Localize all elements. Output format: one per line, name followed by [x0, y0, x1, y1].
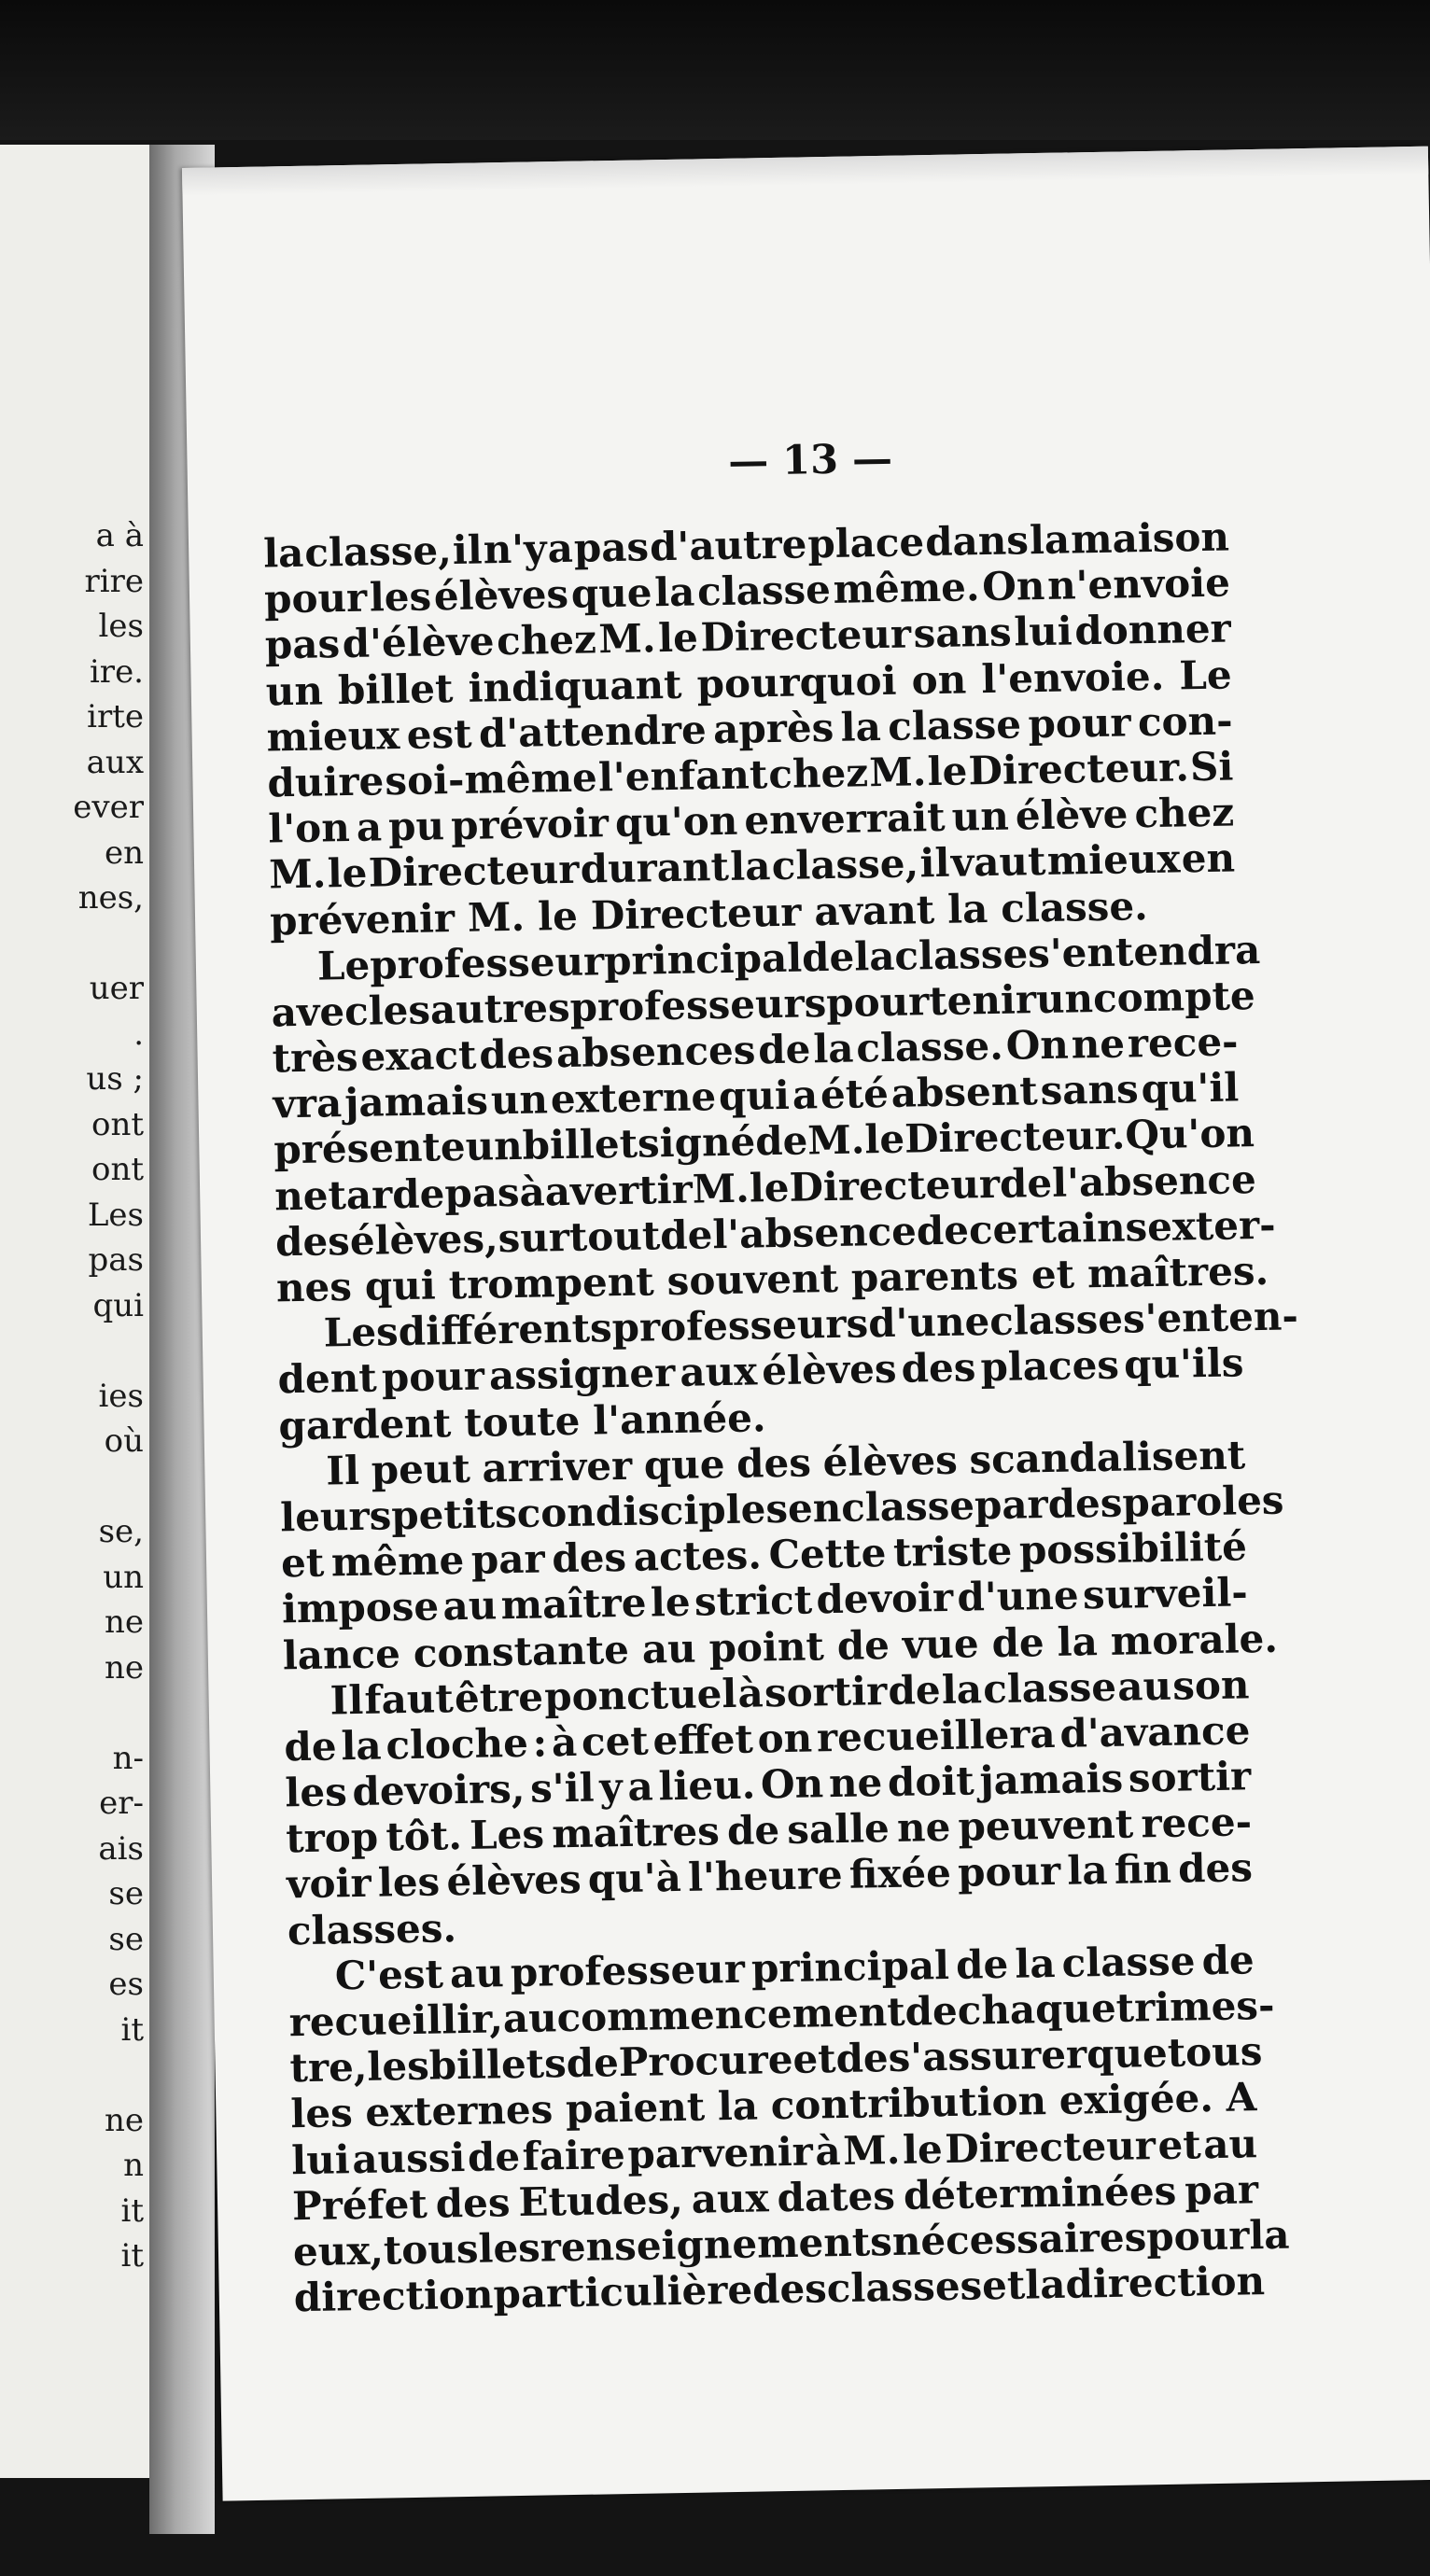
text-line: Il faut être ponctuel à sortir de la classe au son	[329, 1660, 1250, 1724]
page-top-edge	[182, 147, 1428, 196]
facing-page-fragment: es	[108, 1966, 144, 2003]
text-line: trop tôt. Les maîtres de salle ne peuvent rece-	[285, 1799, 1253, 1862]
facing-page-fragment: nes,	[77, 879, 144, 917]
text-line: dent pour assigner aux élèves des places qu'ils	[277, 1339, 1244, 1403]
text-line: eux, tous les renseignements nécessaires pour la	[292, 2211, 1290, 2275]
text-line: Le professeur principal de la classe s'entendra	[316, 926, 1261, 989]
text-line: pas d'élève chez M. le Directeur sans lui donner	[264, 605, 1232, 668]
facing-page-fragment: se	[108, 1920, 144, 1958]
text-line: leurs petits condisciples en classe par des paroles	[279, 1477, 1284, 1541]
facing-page	[0, 145, 159, 2478]
book-page	[182, 147, 1430, 2501]
facing-page-fragment: ont	[91, 1105, 144, 1143]
text-line: Les différents professeurs d'une classe s'enten-	[323, 1293, 1299, 1356]
text-line: les devoirs, s'il y a lieu. On ne doit jamais sortir	[284, 1753, 1252, 1816]
facing-page-fragment: ais	[98, 1829, 144, 1868]
text-line: mieux est d'attendre après la classe pour con-	[266, 697, 1233, 761]
text-line: présente un billet signé de M. le Directeur. Qu'on	[273, 1110, 1255, 1173]
facing-page-fragment: uer	[89, 970, 144, 1007]
text-line: Il peut arriver que des élèves scandalisent	[325, 1432, 1246, 1494]
text-line: pour les élèves que la classe même. On n'envoie	[263, 559, 1231, 623]
facing-page-fragment: Les	[87, 1196, 144, 1234]
scan-background	[0, 0, 1430, 140]
text-line: prévenir M. le Directeur avant la classe.	[269, 882, 1149, 944]
text-line: direction particulière des classes et la direction	[293, 2258, 1266, 2321]
facing-page-fragment: aux	[86, 743, 144, 781]
text-line: impose au maître le strict devoir d'une surveil-	[281, 1569, 1249, 1632]
facing-page-fragment: er-	[99, 1785, 144, 1822]
text-line: voir les élèves qu'à l'heure fixée pour la fin des	[286, 1844, 1254, 1908]
facing-page-fragment: it	[120, 2191, 144, 2230]
facing-page-fragment: n-	[112, 1739, 144, 1777]
facing-page-text	[13, 513, 144, 2279]
text-line: C'est au professeur principal de la classe de	[334, 1937, 1255, 1999]
facing-page-fragment	[13, 921, 144, 967]
facing-page-fragment: se,	[98, 1513, 144, 1550]
facing-page-fragment: se	[108, 1875, 144, 1912]
facing-page-fragment: irte	[87, 698, 144, 735]
text-line: des élèves, surtout de l'absence de certains exter-	[274, 1201, 1276, 1266]
facing-page-fragment	[13, 2052, 144, 2098]
text-line: avec les autres professeurs pour tenir un compte	[271, 972, 1256, 1036]
facing-page-fragment: qui	[92, 1286, 144, 1324]
facing-page-fragment: ire.	[89, 652, 144, 691]
facing-page-fragment: rire	[84, 562, 144, 600]
facing-page-fragment: ever	[73, 789, 144, 826]
text-line: nes qui trompent souvent parents et maîtres.	[275, 1247, 1269, 1311]
facing-page-fragment: en	[104, 833, 144, 872]
text-line: lui aussi de faire parvenir à M. le Directeur et au	[290, 2120, 1258, 2183]
facing-page-fragment: us ;	[86, 1060, 144, 1098]
facing-page-fragment: un	[103, 1558, 144, 1596]
facing-page-fragment: ont	[91, 1151, 144, 1188]
text-line: classes.	[287, 1904, 457, 1953]
text-line: duire soi-même l'enfant chez M. le Directeur. Si	[267, 743, 1234, 806]
facing-page-fragment: a à	[95, 517, 144, 554]
text-line: vra jamais un externe qui a été absent sans qu'il	[273, 1064, 1240, 1127]
facing-page-fragment	[13, 1328, 144, 1374]
text-line: la classe, il n'y a pas d'autre place dans la maison	[262, 513, 1230, 577]
facing-page-fragment: n	[123, 2147, 144, 2184]
text-line: tre, les billets de Procure et de s'assurer que tous	[289, 2028, 1263, 2092]
text-line: l'on a pu prévoir qu'on enverrait un élève chez	[267, 789, 1235, 852]
body-text	[262, 513, 1299, 2321]
facing-page-fragment	[13, 1464, 144, 1510]
text-line: M. le Directeur durant la classe, il vaut mieux en	[268, 834, 1236, 898]
text-line: très exact des absences de la classe. On ne rece-	[272, 1018, 1239, 1082]
text-line: et même par des actes. Cette triste possibilité	[280, 1523, 1248, 1587]
facing-page-fragment: it	[120, 2010, 144, 2049]
text-line: recueillir, au commencement de chaque trimes-	[288, 1981, 1275, 2046]
text-line: un billet indiquant pourquoi on l'envoie. Le	[265, 651, 1233, 715]
facing-page-fragment: les	[98, 608, 144, 645]
text-line: Préfet des Etudes, aux dates déterminées par	[291, 2165, 1259, 2230]
text-line: gardent toute l'année.	[278, 1393, 766, 1449]
facing-page-fragment: ne	[104, 1603, 144, 1641]
page-number: — 13 —	[727, 435, 893, 485]
facing-page-fragment: ies	[98, 1377, 144, 1415]
facing-page-fragment: .	[133, 1015, 144, 1053]
facing-page-fragment: pas	[88, 1241, 144, 1279]
facing-page-fragment: it	[120, 2237, 144, 2275]
facing-page-fragment: ne	[104, 1648, 144, 1687]
text-line: ne tarde pas à avertir M. le Directeur de l'absence	[273, 1155, 1257, 1220]
text-line: de la cloche : à cet effet on recueillera d'avance	[284, 1707, 1251, 1771]
facing-page-fragment	[13, 1690, 144, 1736]
text-line: lance constante au point de vue de la morale.	[282, 1615, 1279, 1678]
facing-page-fragment: où	[104, 1422, 144, 1460]
facing-page-fragment: ne	[104, 2101, 144, 2139]
text-line: les externes paient la contribution exigée. A	[289, 2074, 1257, 2137]
